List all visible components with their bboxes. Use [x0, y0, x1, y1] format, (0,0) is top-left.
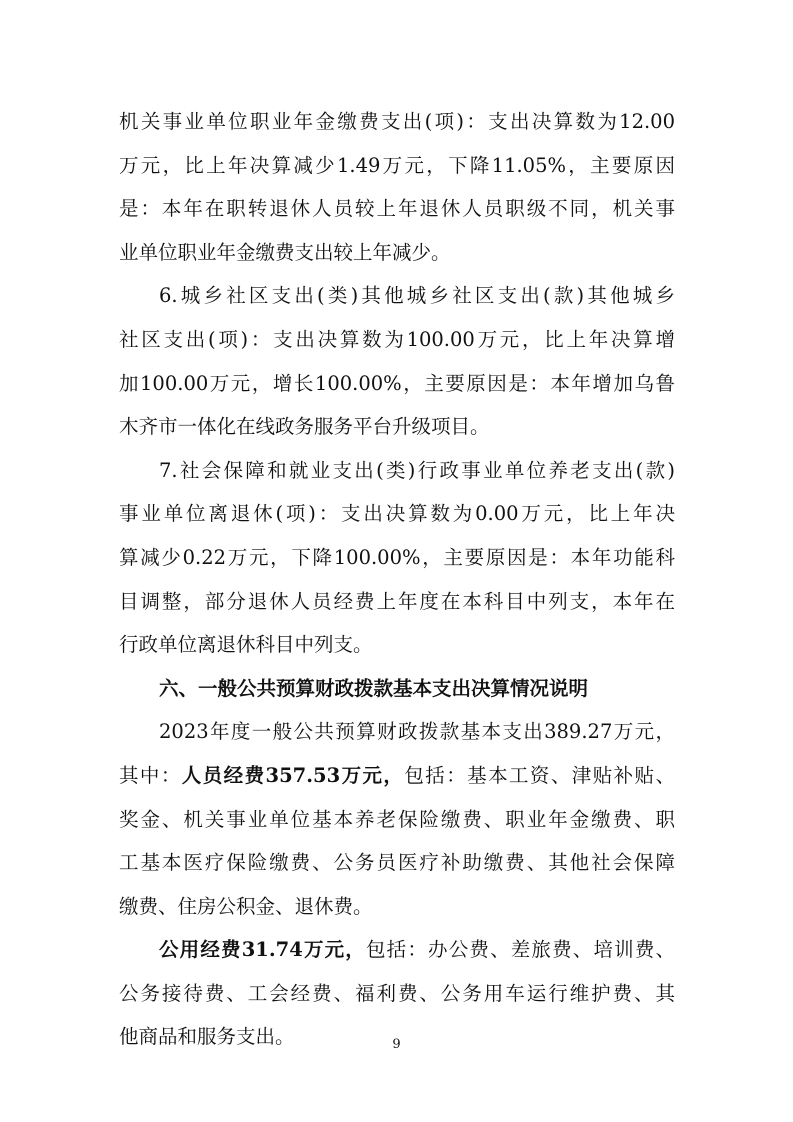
text-line: 社区支出(项)：支出决算数为100.00万元，比上年决算增	[119, 327, 675, 351]
body-text	[119, 100, 675, 1059]
text-line: 万元，比上年决算减少1.49万元，下降11.05%，主要原因	[119, 153, 675, 177]
text-line: 奖金、机关事业单位基本养老保险缴费、职业年金缴费、职	[119, 807, 675, 831]
text-line: 木齐市一体化在线政务服务平台升级项目。	[119, 415, 490, 439]
text-line: 业单位职业年金缴费支出较上年减少。	[119, 240, 451, 264]
text-line: 2023年度一般公共预算财政拨款基本支出389.27万元，	[159, 720, 675, 744]
text-line: 加100.00万元，增长100.00%，主要原因是：本年增加乌鲁	[119, 371, 675, 395]
text-line: 机关事业单位职业年金缴费支出(项)：支出决算数为12.00	[119, 110, 675, 133]
text-line	[119, 754, 675, 798]
text-line: 6.城乡社区支出(类)其他城乡社区支出(款)其他城乡	[159, 284, 675, 308]
personnel-expense-emphasis: 人员经费357.53万元，	[181, 763, 405, 787]
public-expense-emphasis: 公用经费31.74万元，	[159, 938, 366, 962]
text-line: 缴费、住房公积金、退休费。	[119, 894, 373, 918]
text-line: 他商品和服务支出。	[119, 1025, 295, 1049]
text-line-segment: 包括：办公费、差旅费、培训费、	[366, 938, 675, 962]
text-line: 算减少0.22万元，下降100.00%，主要原因是：本年功能科	[119, 545, 675, 569]
text-line: 事业单位离退休(项)：支出决算数为0.00万元，比上年决	[119, 502, 675, 526]
text-line-segment: 其中：	[119, 763, 182, 787]
text-line: 目调整，部分退休人员经费上年度在本科目中列支，本年在	[119, 589, 675, 613]
section-heading: 六、一般公共预算财政拨款基本支出决算情况说明	[159, 676, 589, 700]
text-line: 公务接待费、工会经费、福利费、公务用车运行维护费、其	[119, 981, 675, 1005]
text-line-segment: 包括：基本工资、津贴补贴、	[404, 763, 675, 787]
text-line	[119, 928, 675, 972]
page-number: 9	[392, 1037, 401, 1052]
text-line: 行政单位离退休科目中列支。	[119, 633, 373, 657]
text-line: 7.社会保障和就业支出(类)行政事业单位养老支出(款)	[159, 458, 675, 482]
text-line: 是：本年在职转退休人员较上年退休人员职级不同，机关事	[119, 197, 675, 221]
text-line: 工基本医疗保险缴费、公务员医疗补助缴费、其他社会保障	[119, 851, 675, 875]
